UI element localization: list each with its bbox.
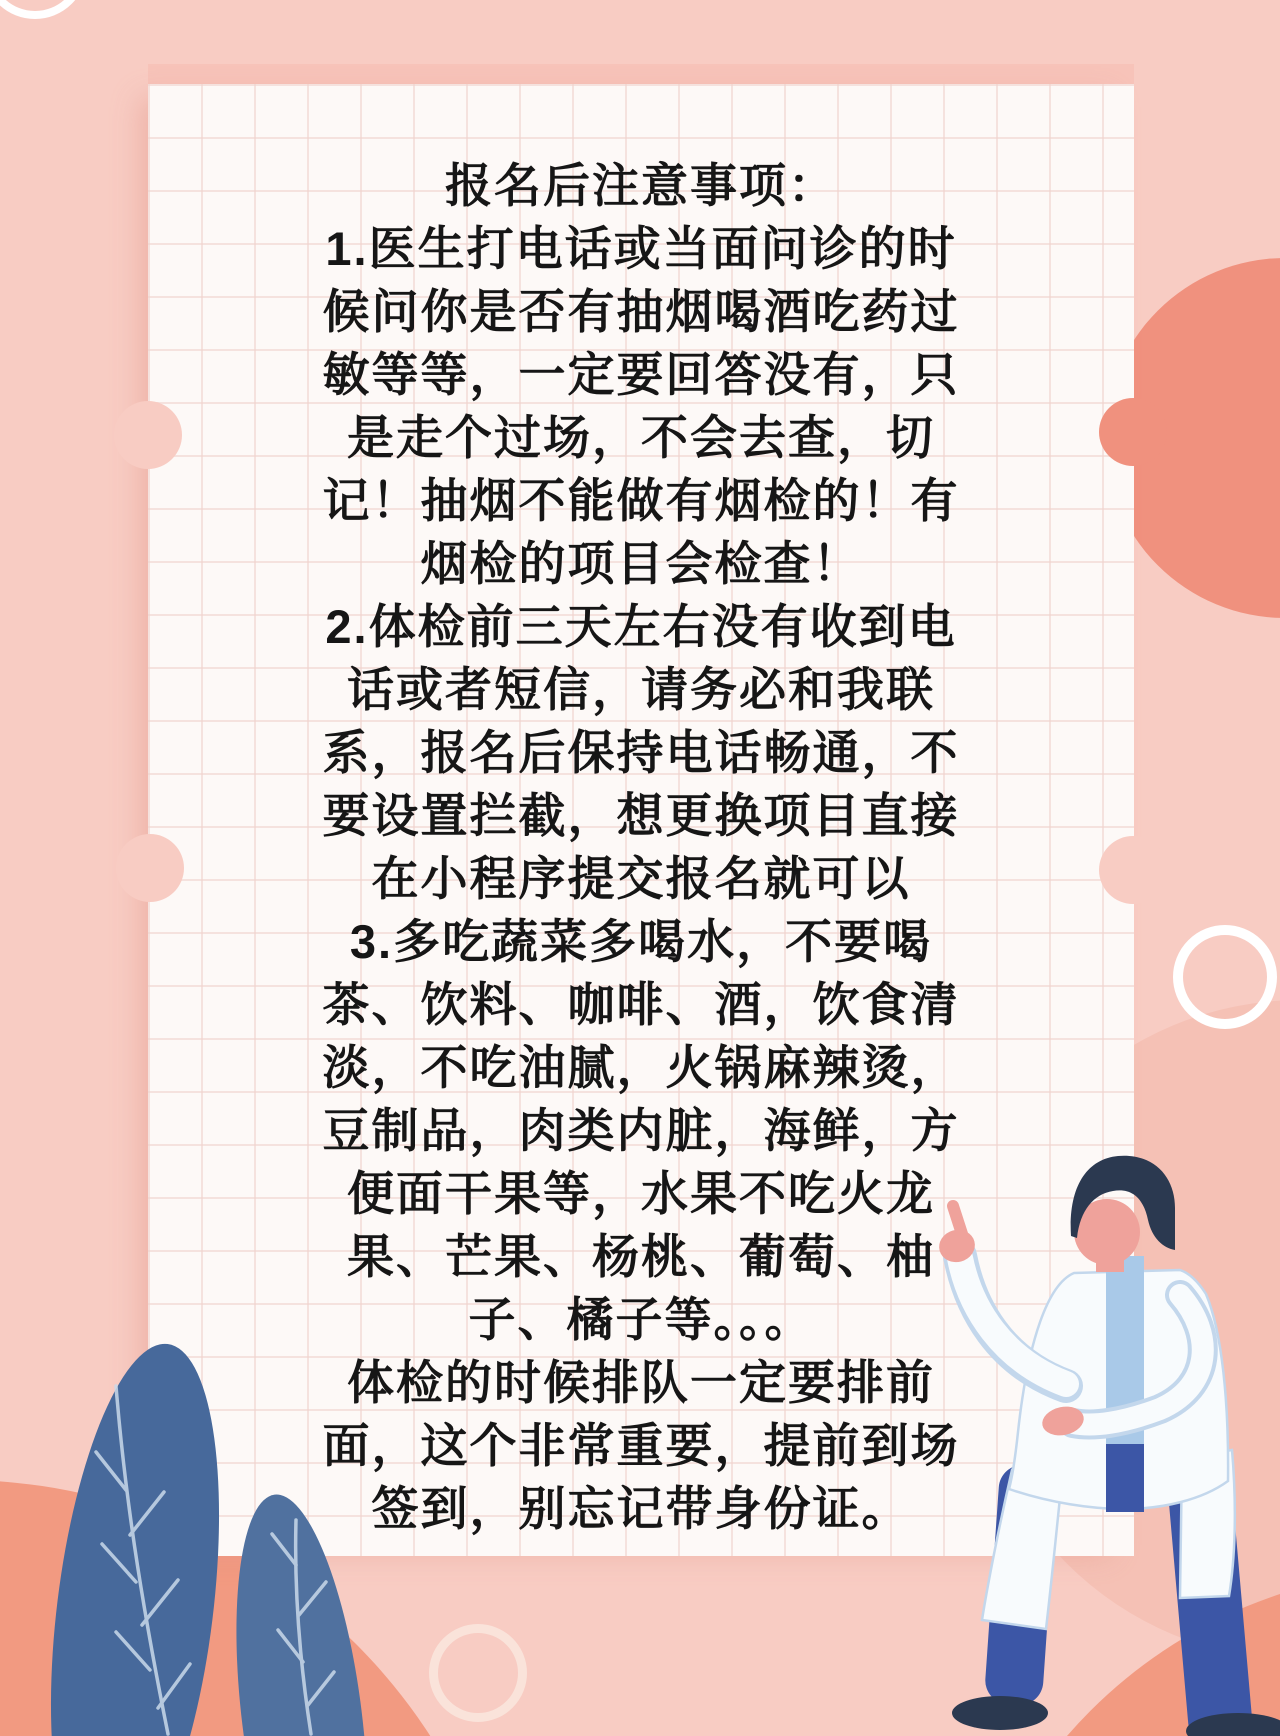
- top-left-ring-icon: [0, 0, 87, 19]
- notice-line: 面，这个非常重要，提前到场: [322, 1419, 960, 1472]
- notice-line: 烟检的项目会检查！: [420, 537, 862, 590]
- notice-line: 系，报名后保持电话畅通，不: [322, 726, 960, 779]
- notice-line: 便面干果等，水果不吃火龙: [347, 1167, 935, 1220]
- notice-line: 签到，别忘记带身份证。: [371, 1482, 911, 1535]
- card-notch-left-upper: [114, 401, 182, 469]
- notice-line: 1.医生打电话或当面问诊的时: [325, 222, 957, 275]
- notice-line: 豆制品，肉类内脏，海鲜，方: [322, 1104, 960, 1157]
- plant-leaves-illustration: [30, 1320, 370, 1736]
- notice-line: 体检的时候排队一定要排前: [347, 1356, 935, 1409]
- leaf-back: [215, 1487, 370, 1736]
- card-top-shadow-band: [148, 64, 1134, 86]
- notice-line: 果、芒果、杨桃、葡萄、柚: [347, 1230, 935, 1283]
- notice-line: 话或者短信，请务必和我联: [347, 663, 935, 716]
- doctor-inner-navy: [1106, 1444, 1144, 1512]
- doctor-shoe-left: [952, 1696, 1048, 1730]
- notice-line: 子、橘子等。。。: [468, 1293, 814, 1346]
- notice-line: 2.体检前三天左右没有收到电: [325, 600, 957, 653]
- notice-title: 报名后注意事项：: [445, 159, 837, 212]
- notice-line: 要设置拦截，想更换项目直接: [322, 789, 960, 842]
- leaf-front: [30, 1334, 245, 1736]
- right-ring-icon: [1173, 925, 1277, 1029]
- notice-line: 记！抽烟不能做有烟检的！有: [322, 474, 960, 527]
- notice-line: 在小程序提交报名就可以: [371, 852, 911, 905]
- notice-line: 候问你是否有抽烟喝酒吃药过: [322, 285, 960, 338]
- notice-line: 淡，不吃油腻，火锅麻辣烫，: [322, 1041, 960, 1094]
- bottom-ring-icon: [429, 1624, 527, 1722]
- notice-line: 是走个过场，不会去查，切: [347, 411, 935, 464]
- doctor-illustration: [860, 1040, 1280, 1736]
- card-notch-right-lower: [1099, 836, 1167, 904]
- notice-line: 茶、饮料、咖啡、酒，饮食清: [322, 978, 960, 1031]
- notice-line: 敏等等，一定要回答没有，只: [322, 348, 960, 401]
- card-notch-left-lower: [116, 834, 184, 902]
- notice-line: 3.多吃蔬菜多喝水，不要喝: [349, 915, 933, 968]
- card-notch-right-upper: [1099, 398, 1167, 466]
